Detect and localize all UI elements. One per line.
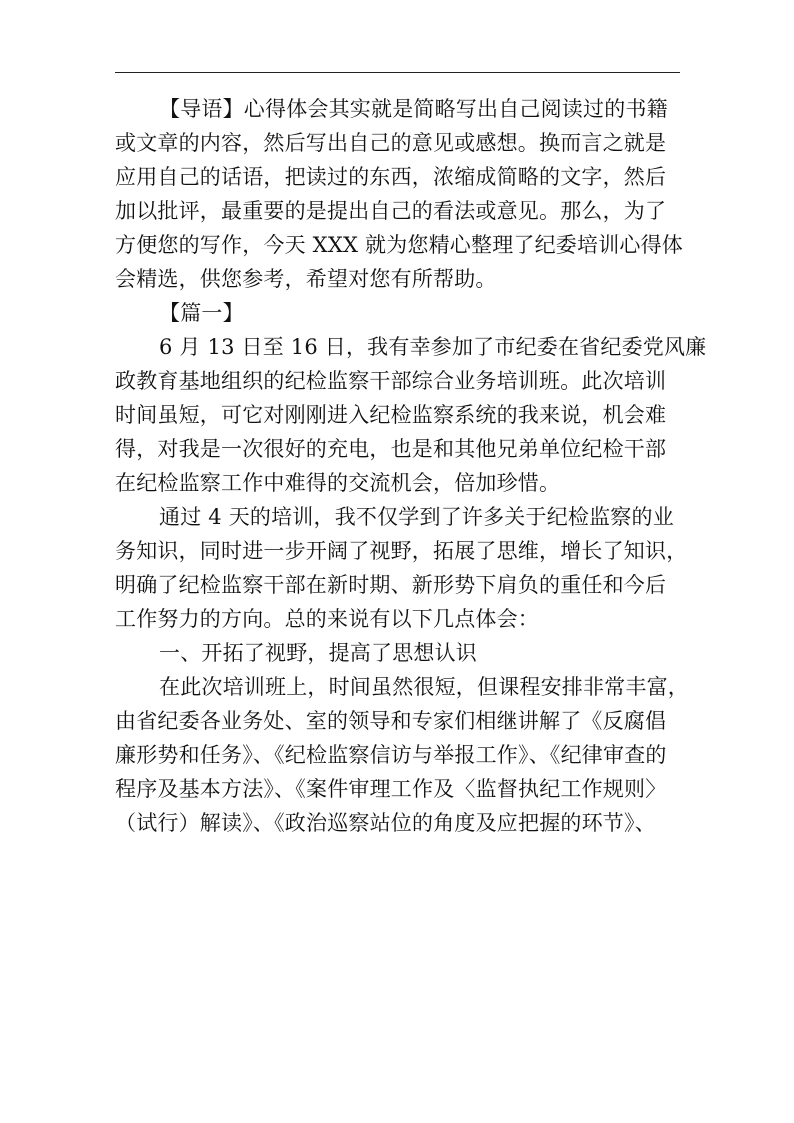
intro-line: 会精选，供您参考，希望对您有所帮助。: [115, 267, 497, 291]
intro-line: 加以批评，最重要的是提出自己的看法或意见。那么，为了: [115, 199, 667, 223]
paragraph-line: 时间虽短，可它对刚刚进入纪检监察系统的我来说，机会难: [115, 403, 667, 427]
subheading: 一、开拓了视野，提高了思想认识: [159, 641, 477, 665]
paragraph-line: （试行）解读》、《政治巡察站位的角度及应把握的环节》、: [115, 811, 656, 835]
paragraph-line: 政教育基地组织的纪检监察干部综合业务培训班。此次培训: [115, 369, 667, 393]
paragraph-line: 由省纪委各业务处、室的领导和专家们相继讲解了《反腐倡: [115, 709, 667, 733]
paragraph-line: 得，对我是一次很好的充电，也是和其他兄弟单位纪检干部: [115, 437, 667, 461]
paragraph-line: 在此次培训班上，时间虽然很短，但课程安排非常丰富，: [159, 675, 689, 699]
paragraph-line: 在纪检监察工作中难得的交流机会，倍加珍惜。: [115, 471, 561, 495]
intro-line: 方便您的写作，今天 XXX 就为您精心整理了纪委培训心得体: [115, 233, 683, 257]
paragraph-line: 明确了纪检监察干部在新时期、新形势下肩负的重任和今后: [115, 573, 667, 597]
intro-line: 应用自己的话语，把读过的东西，浓缩成简略的文字，然后: [115, 165, 667, 189]
header-rule: [115, 72, 680, 73]
paragraph-line: 程序及基本方法》、《案件审理工作及〈监督执纪工作规则〉: [115, 777, 667, 801]
paragraph-line: 廉形势和任务》、《纪检监察信访与举报工作》、《纪律审查的: [115, 743, 667, 767]
intro-line: 或文章的内容，然后写出自己的意见或感想。换而言之就是: [115, 131, 667, 155]
paragraph-line: 务知识，同时进一步开阔了视野，拓展了思维，增长了知识，: [115, 539, 688, 563]
intro-line: 【导语】心得体会其实就是简略写出自己阅读过的书籍: [159, 97, 668, 121]
section-heading: 【篇一】: [159, 301, 244, 325]
paragraph-line: 通过 4 天的培训，我不仅学到了许多关于纪检监察的业: [159, 505, 674, 529]
paragraph-line: 工作努力的方向。总的来说有以下几点体会：: [115, 607, 539, 631]
body-text: [115, 92, 707, 840]
paragraph-line: 6 月 13 日至 16 日，我有幸参加了市纪委在省纪委党风廉: [159, 335, 707, 359]
